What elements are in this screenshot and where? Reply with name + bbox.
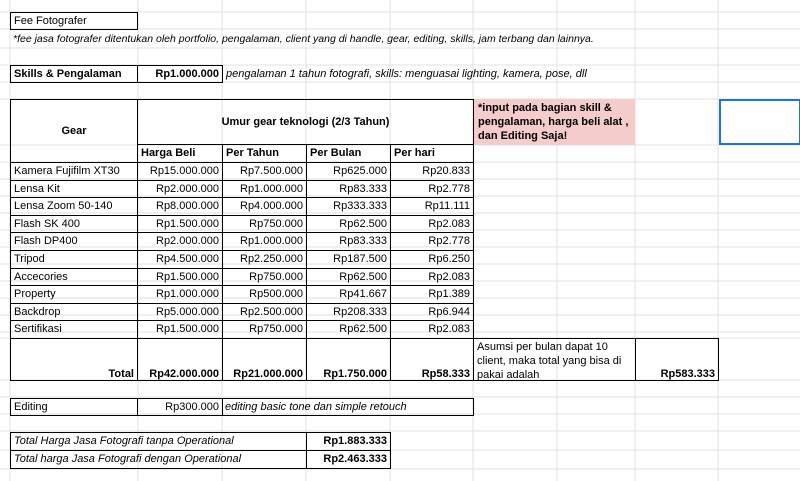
gear-name-cell[interactable]: Lensa Zoom 50-140 xyxy=(10,197,138,216)
per-bulan-cell[interactable]: Rp41.667 xyxy=(306,285,391,304)
gear-header[interactable]: Gear xyxy=(10,99,138,163)
skills-note[interactable]: pengalaman 1 tahun fotografi, skills: menguasai lighting, kamera, pose, dll xyxy=(226,68,587,80)
total-per-hari[interactable]: Rp58.333 xyxy=(390,338,474,381)
per-bulan-cell[interactable]: Rp625.000 xyxy=(306,162,391,181)
input-note[interactable]: *input pada bagian skill & pengalaman, harga beli alat , dan Editing Saja! xyxy=(474,99,635,145)
col-header-per-tahun[interactable]: Per Tahun xyxy=(222,144,307,163)
per-tahun-cell[interactable]: Rp750.000 xyxy=(222,320,307,339)
per-bulan-cell[interactable]: Rp83.333 xyxy=(306,180,391,198)
title-cell[interactable] xyxy=(10,12,138,30)
gear-name-cell[interactable]: Backdrop xyxy=(10,303,138,321)
per-hari-cell[interactable]: Rp2.083 xyxy=(390,320,474,339)
per-bulan-cell[interactable]: Rp62.500 xyxy=(306,268,391,286)
per-hari-cell[interactable]: Rp11.111 xyxy=(390,197,474,216)
per-hari-cell[interactable]: Rp20.833 xyxy=(390,162,474,181)
per-hari-cell[interactable]: Rp6.944 xyxy=(390,303,474,321)
summary-value-with-operational[interactable]: Rp2.463.333 xyxy=(306,450,391,469)
per-hari-cell[interactable]: Rp2.083 xyxy=(390,215,474,233)
assumption-value[interactable]: Rp583.333 xyxy=(635,338,719,381)
harga-beli-cell[interactable]: Rp15.000.000 xyxy=(137,162,223,181)
editing-note[interactable]: editing basic tone dan simple retouch xyxy=(222,398,474,416)
subtitle-note[interactable]: *fee jasa fotografer ditentukan oleh portfolio, pengalaman, client yang di handle, gear, editing, skills, jam terbang dan lainnya. xyxy=(13,33,594,45)
summary-value-without-operational[interactable]: Rp1.883.333 xyxy=(306,432,391,451)
page-title: Fee Fotografer xyxy=(14,15,87,27)
gear-name-cell[interactable]: Tripod xyxy=(10,250,138,269)
per-bulan-cell[interactable]: Rp62.500 xyxy=(306,215,391,233)
per-bulan-cell[interactable]: Rp333.333 xyxy=(306,197,391,216)
gear-name-cell[interactable]: Accecories xyxy=(10,268,138,286)
gear-name-cell[interactable]: Kamera Fujifilm XT30 xyxy=(10,162,138,181)
skills-value-cell[interactable]: Rp1.000.000 xyxy=(137,65,223,83)
harga-beli-cell[interactable]: Rp1.500.000 xyxy=(137,215,223,233)
gear-name-cell[interactable]: Lensa Kit xyxy=(10,180,138,198)
per-hari-cell[interactable]: Rp6.250 xyxy=(390,250,474,269)
per-tahun-cell[interactable]: Rp4.000.000 xyxy=(222,197,307,216)
harga-beli-cell[interactable]: Rp1.500.000 xyxy=(137,268,223,286)
harga-beli-cell[interactable]: Rp5.000.000 xyxy=(137,303,223,321)
gear-name-cell[interactable]: Flash SK 400 xyxy=(10,215,138,233)
per-bulan-cell[interactable]: Rp62.500 xyxy=(306,320,391,339)
per-tahun-cell[interactable]: Rp2.500.000 xyxy=(222,303,307,321)
per-tahun-cell[interactable]: Rp750.000 xyxy=(222,268,307,286)
summary-label-with-operational[interactable]: Total harga Jasa Fotografi dengan Operational xyxy=(10,450,307,469)
harga-beli-cell[interactable]: Rp2.000.000 xyxy=(137,232,223,251)
per-bulan-cell[interactable]: Rp83.333 xyxy=(306,232,391,251)
per-bulan-cell[interactable]: Rp208.333 xyxy=(306,303,391,321)
gear-name-cell[interactable]: Sertifikasi xyxy=(10,320,138,339)
summary-label-without-operational[interactable]: Total Harga Jasa Fotografi tanpa Operational xyxy=(10,432,307,451)
per-tahun-cell[interactable]: Rp750.000 xyxy=(222,215,307,233)
harga-beli-cell[interactable]: Rp2.000.000 xyxy=(137,180,223,198)
harga-beli-cell[interactable]: Rp4.500.000 xyxy=(137,250,223,269)
per-hari-cell[interactable]: Rp2.778 xyxy=(390,232,474,251)
total-label-cell[interactable]: Total xyxy=(10,338,138,381)
total-per-bulan[interactable]: Rp1.750.000 xyxy=(306,338,391,381)
age-header[interactable]: Umur gear teknologi (2/3 Tahun) xyxy=(137,99,474,145)
per-tahun-cell[interactable]: Rp500.000 xyxy=(222,285,307,304)
per-hari-cell[interactable]: Rp2.778 xyxy=(390,180,474,198)
per-hari-cell[interactable]: Rp1.389 xyxy=(390,285,474,304)
per-tahun-cell[interactable]: Rp2.250.000 xyxy=(222,250,307,269)
per-tahun-cell[interactable]: Rp1.000.000 xyxy=(222,232,307,251)
per-tahun-cell[interactable]: Rp1.000.000 xyxy=(222,180,307,198)
gear-name-cell[interactable]: Flash DP400 xyxy=(10,232,138,251)
gear-name-cell[interactable]: Property xyxy=(10,285,138,304)
assumption-text[interactable]: Asumsi per bulan dapat 10 client, maka total yang bisa di pakai adalah xyxy=(473,338,636,381)
harga-beli-cell[interactable]: Rp1.000.000 xyxy=(137,285,223,304)
skills-label-cell[interactable]: Skills & Pengalaman xyxy=(10,65,138,83)
per-hari-cell[interactable]: Rp2.083 xyxy=(390,268,474,286)
col-header-harga-beli[interactable]: Harga Beli xyxy=(137,144,223,163)
col-header-per-hari[interactable]: Per hari xyxy=(390,144,474,163)
editing-label-cell[interactable]: Editing xyxy=(10,398,138,416)
col-header-per-bulan[interactable]: Per Bulan xyxy=(306,144,391,163)
total-harga-beli[interactable]: Rp42.000.000 xyxy=(137,338,223,381)
per-bulan-cell[interactable]: Rp187.500 xyxy=(306,250,391,269)
editing-value-cell[interactable]: Rp300.000 xyxy=(137,398,223,416)
harga-beli-cell[interactable]: Rp8.000.000 xyxy=(137,197,223,216)
harga-beli-cell[interactable]: Rp1.500.000 xyxy=(137,320,223,339)
per-tahun-cell[interactable]: Rp7.500.000 xyxy=(222,162,307,181)
selected-cell[interactable] xyxy=(719,99,800,145)
total-per-tahun[interactable]: Rp21.000.000 xyxy=(222,338,307,381)
